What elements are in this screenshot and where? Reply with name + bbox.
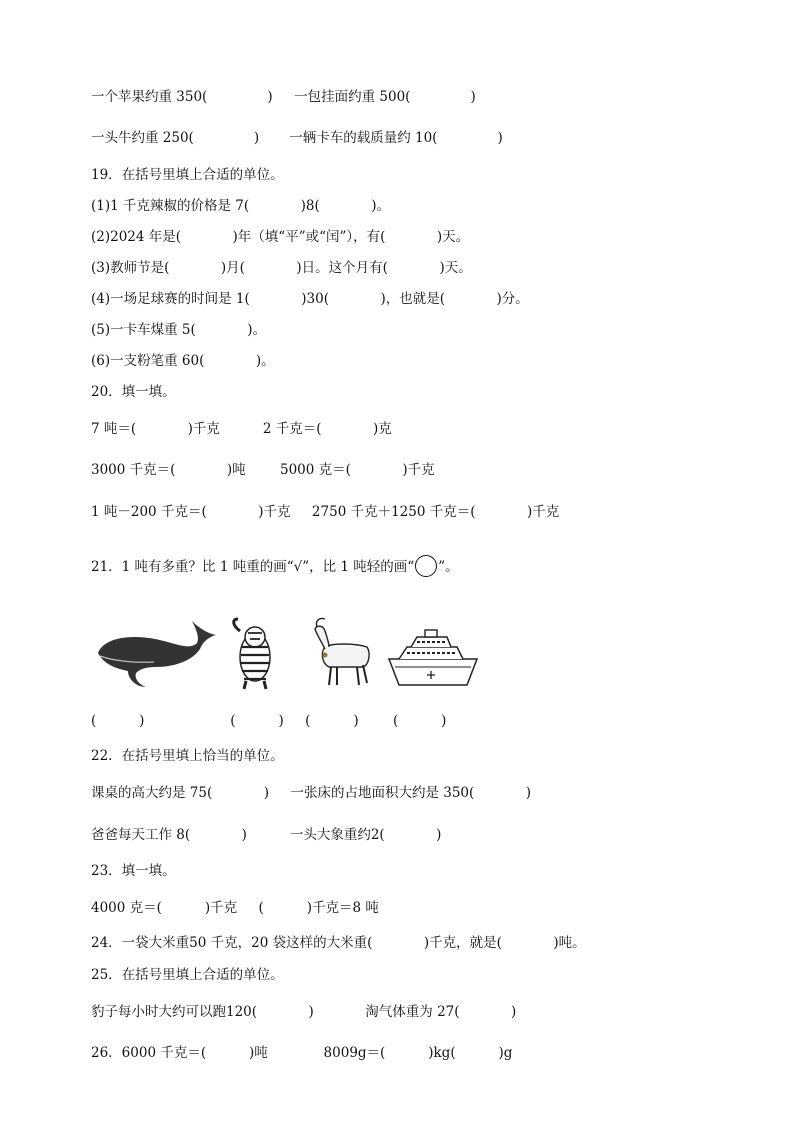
tiger-picture (228, 617, 282, 691)
question-heading: 19．在括号里填上合适的单位。 (91, 167, 284, 183)
question-heading: 25．在括号里填上合适的单位。 (91, 967, 284, 983)
question-heading: 20．填一填。 (91, 384, 176, 400)
question-heading (91, 555, 459, 577)
question-line: 1 吨－200 千克＝( )千克 2750 千克＋1250 千克＝( )千克 (91, 504, 560, 520)
question-line: 24．一袋大米重50 千克，20 袋这样的大米重( )千克，就是( )吨。 (91, 935, 586, 951)
question-line: (4)一场足球赛的时间是 1( )30( )，也就是( )分。 (91, 291, 529, 307)
question-line: (2)2024 年是( )年（填“平”或“闰”），有( )天。 (91, 229, 470, 245)
question-line: 一个苹果约重 350( ) 一包挂面约重 500( ) (91, 89, 476, 105)
question-line: 4000 克＝( )千克 ( )千克＝8 吨 (91, 900, 379, 916)
question-line: 课桌的高大约是 75( ) 一张床的占地面积大约是 350( ) (91, 785, 532, 801)
question-line: (5)一卡车煤重 5( )。 (91, 322, 267, 338)
ship-picture (387, 627, 480, 689)
answer-blanks: ( ) ( ) ( ) ( ) (91, 713, 447, 729)
q21-text: 21．1 吨有多重？比 1 吨重的画“√”，比 1 吨轻的画“ (91, 559, 415, 575)
question-line: 3000 千克＝( )吨 5000 克＝( )千克 (91, 462, 435, 478)
question-line: (1)1 千克辣椒的价格是 7( )8( )。 (91, 198, 391, 214)
whale-picture (94, 615, 219, 690)
question-heading: 23．填一填。 (91, 863, 176, 879)
question-heading: 22．在括号里填上恰当的单位。 (91, 748, 284, 764)
question-line: (6)一支粉笔重 60( )。 (91, 353, 275, 369)
goat-picture (305, 617, 375, 689)
question-line: 爸爸每天工作 8( ) 一头大象重约2( ) (91, 827, 442, 843)
q21-text-end: ”。 (438, 559, 459, 575)
question-line: 7 吨＝( )千克 2 千克＝( )克 (91, 421, 392, 437)
question-line: 一头牛约重 250( ) 一辆卡车的载质量约 10( ) (91, 130, 503, 146)
question-line: 豹子每小时大约可以跑120( ) 淘气体重为 27( ) (91, 1004, 517, 1020)
question-line: 26．6000 千克＝( )吨 8009g＝( )kg( )g (91, 1045, 513, 1061)
question-line: (3)教师节是( )月( )日。这个月有( )天。 (91, 260, 472, 276)
circle-symbol (415, 555, 437, 577)
